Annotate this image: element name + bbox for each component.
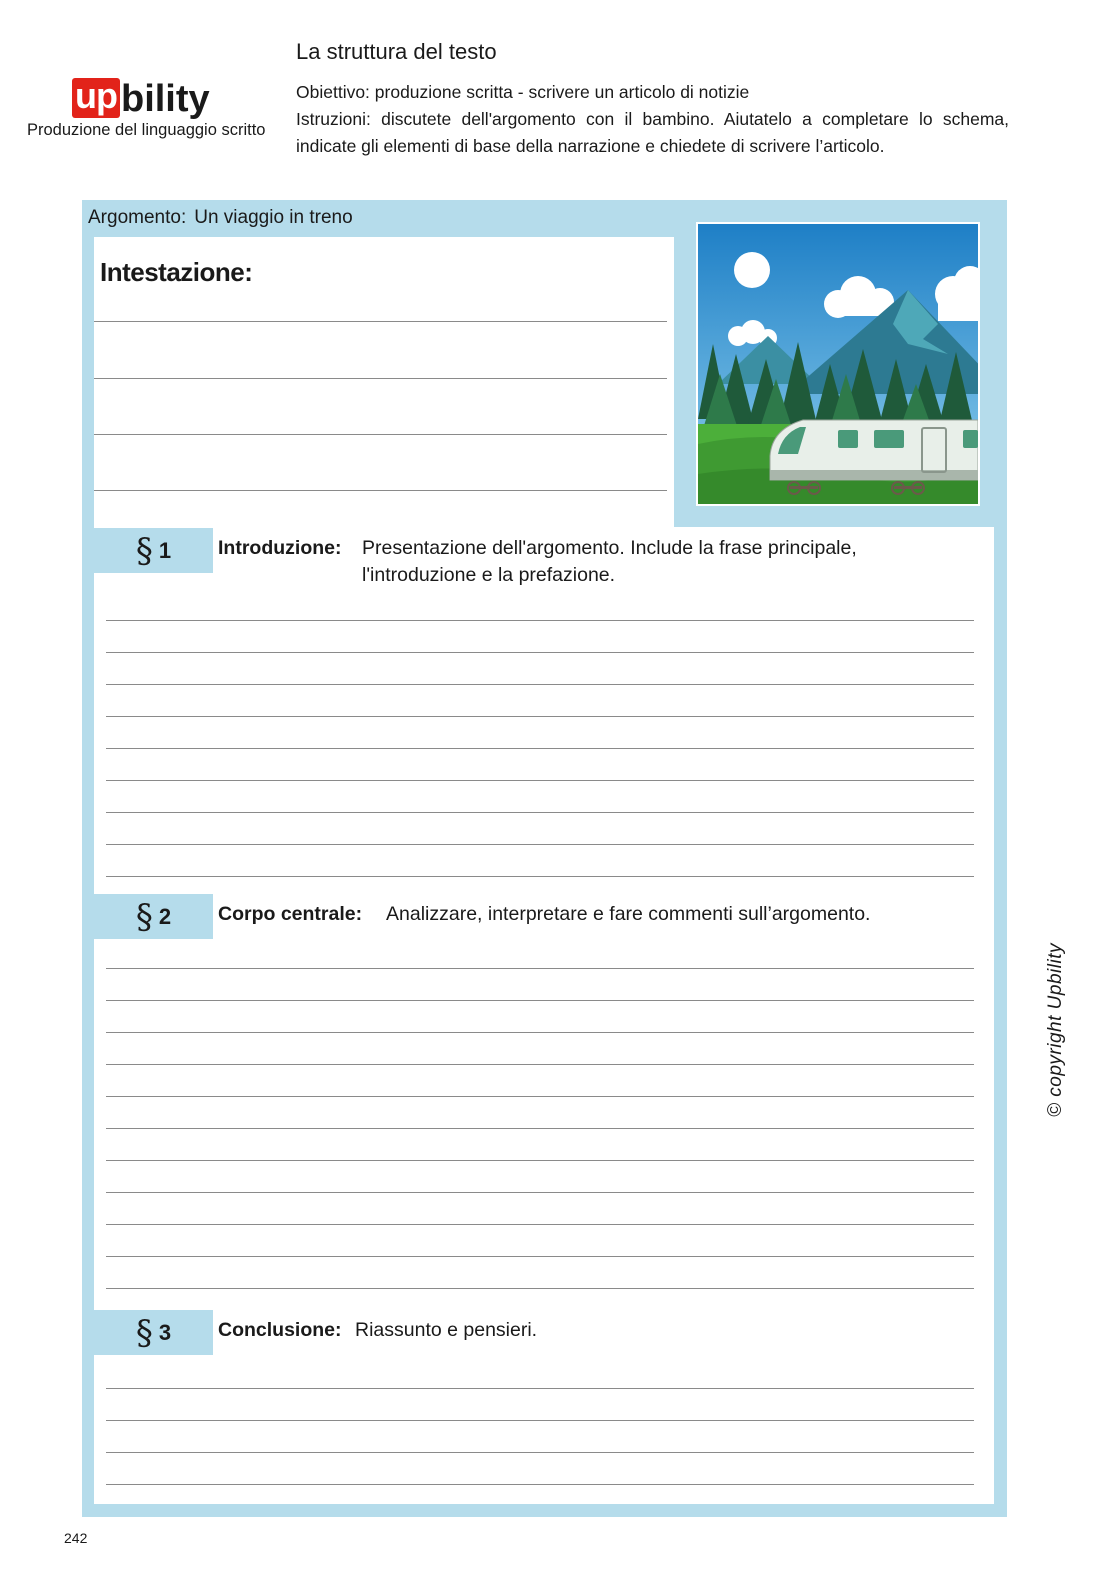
- writing-line[interactable]: [94, 490, 667, 491]
- writing-line[interactable]: [106, 1096, 974, 1097]
- section-symbol: §: [135, 530, 153, 571]
- logo-subtitle: Produzione del linguaggio scritto: [27, 121, 266, 139]
- instructions-text: Istruzioni: discutete dell'argomento con il bambino. Aiutatelo a completare lo schema, indicate gli elementi di base della narrazione e chiedete di scrivere l’articolo.: [296, 109, 1009, 156]
- writing-line[interactable]: [94, 378, 667, 379]
- section-desc-line: Analizzare, interpretare e fare commenti sull’argomento.: [386, 903, 871, 925]
- writing-line[interactable]: [106, 1288, 974, 1289]
- body-writing-area: [94, 527, 994, 1504]
- logo-wordmark: bility: [120, 78, 210, 120]
- section-title: Corpo centrale:: [218, 903, 363, 925]
- writing-line[interactable]: [106, 1160, 974, 1161]
- writing-line[interactable]: [106, 1388, 974, 1389]
- writing-line[interactable]: [106, 716, 974, 717]
- writing-line[interactable]: [106, 780, 974, 781]
- writing-line[interactable]: [94, 434, 667, 435]
- paragraph-number: 2: [158, 903, 172, 929]
- train-landscape-svg: [698, 224, 978, 504]
- writing-line[interactable]: [106, 1000, 974, 1001]
- corpo-centrale-description: [386, 901, 870, 928]
- paragraph-1-tab: [94, 528, 213, 573]
- section-desc-line: Presentazione dell'argomento. Include la frase principale,: [362, 537, 857, 559]
- topic-line: [88, 207, 353, 229]
- upbility-logo: [72, 74, 210, 118]
- writing-line[interactable]: [106, 968, 974, 969]
- section-symbol: §: [135, 896, 153, 937]
- writing-line[interactable]: [106, 1484, 974, 1485]
- writing-line[interactable]: [106, 748, 974, 749]
- topic-label: Argomento:: [88, 207, 187, 228]
- sun-icon: [734, 252, 770, 288]
- writing-line[interactable]: [106, 1420, 974, 1421]
- writing-line[interactable]: [106, 812, 974, 813]
- writing-line[interactable]: [106, 1064, 974, 1065]
- writing-line[interactable]: [106, 684, 974, 685]
- writing-line[interactable]: [106, 844, 974, 845]
- section-symbol: §: [135, 1312, 153, 1353]
- writing-line[interactable]: [106, 620, 974, 621]
- introduzione-description: [362, 535, 857, 589]
- topic-value: Un viaggio in treno: [194, 207, 353, 228]
- section-title: Conclusione:: [218, 1319, 342, 1341]
- intestazione-label: Intestazione:: [100, 257, 253, 287]
- paragraph-number: 1: [158, 537, 172, 563]
- section-title: Introduzione:: [218, 537, 342, 559]
- conclusione-heading: [218, 1317, 342, 1344]
- copyright-notice: © copyright Upbility: [1045, 943, 1066, 1117]
- corpo-centrale-heading: [218, 901, 362, 928]
- logo-up-mark: up: [72, 78, 120, 118]
- writing-line[interactable]: [106, 876, 974, 877]
- paragraph-2-tab: [94, 894, 213, 939]
- writing-line[interactable]: [106, 1192, 974, 1193]
- writing-line[interactable]: [94, 321, 667, 322]
- writing-line[interactable]: [106, 1032, 974, 1033]
- page-title: La struttura del testo: [296, 39, 497, 64]
- section-desc-line: Riassunto e pensieri.: [355, 1319, 538, 1341]
- conclusione-description: [355, 1317, 537, 1344]
- train-landscape-illustration: [696, 222, 980, 506]
- objective-text: Obiettivo: produzione scritta - scrivere un articolo di notizie: [296, 82, 750, 102]
- section-desc-line: l'introduzione e la prefazione.: [362, 564, 616, 586]
- paragraph-number: 3: [158, 1319, 172, 1345]
- paragraph-3-tab: [94, 1310, 213, 1355]
- page-number: 242: [64, 1530, 88, 1546]
- writing-line[interactable]: [106, 652, 974, 653]
- writing-line[interactable]: [106, 1224, 974, 1225]
- writing-line[interactable]: [106, 1128, 974, 1129]
- writing-line[interactable]: [106, 1256, 974, 1257]
- writing-line[interactable]: [106, 1452, 974, 1453]
- introduzione-heading: [218, 535, 341, 562]
